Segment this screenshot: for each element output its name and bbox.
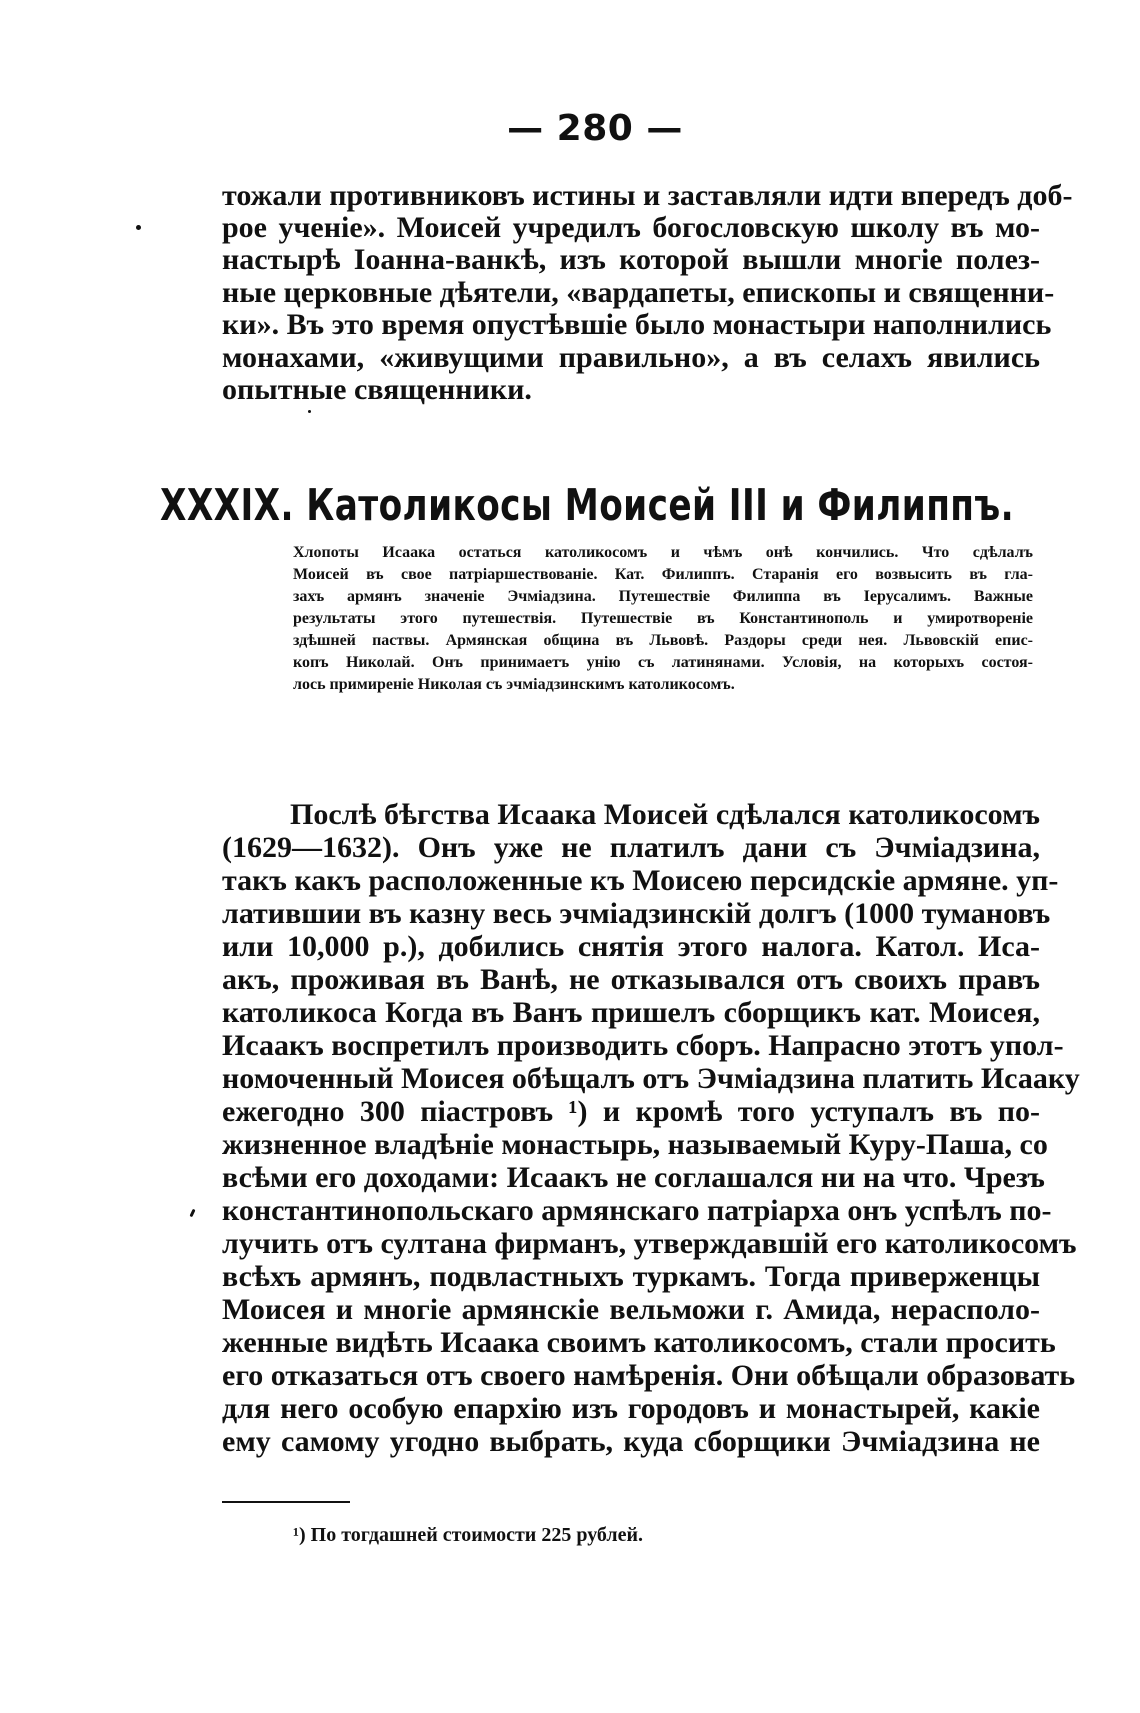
text-line: опытные священники. [222, 373, 532, 406]
scan-speck [136, 225, 141, 230]
summary-line: копъ Николай. Онъ принимаетъ унію съ латинянами. Условія, на которыхъ состоя- [293, 654, 1033, 671]
chapter-title: XXXIX. Католикосы Моисей III и Филиппъ. [159, 480, 1015, 531]
text-line: тожали противниковъ истины и заставляли идти впередъ доб- [222, 179, 1073, 212]
body-line: латившии въ казну весь эчміадзинскій долгъ (1000 тумановъ [222, 897, 1051, 930]
text-line: ки». Въ это время опустѣвшіе было монастыри наполнились [222, 308, 1052, 341]
body-line: католикоса Когда въ Ванъ пришелъ сборщикъ кат. Моисея, [222, 996, 1040, 1029]
body-line: для него особую епархію изъ городовъ и монастырей, какіе [222, 1392, 1040, 1425]
body-line: константинопольскаго армянскаго патріарха онъ успѣлъ по- [222, 1194, 1052, 1227]
body-line: номоченный Моисея обѣщалъ отъ Эчміадзина платить Исааку [222, 1062, 1080, 1095]
footnote: ¹) По тогдашней стоимости 225 рублей. [293, 1524, 644, 1546]
body-line: такъ какъ расположенные къ Моисею персидскіе армяне. уп- [222, 864, 1059, 897]
summary-line: Моисей въ свое патріаршествованіе. Кат. Филиппъ. Старанія его возвысить въ гла- [293, 566, 1033, 583]
body-line: жизненное владѣніе монастырь, называемый Куру-Паша, со [222, 1128, 1048, 1161]
footnote-divider [222, 1501, 350, 1503]
body-line: или 10,000 р.), добились снятія этого налога. Катол. Иса- [222, 930, 1040, 963]
text-line: настырѣ Іоанна-ванкѣ, изъ которой вышли многіе полез- [222, 243, 1040, 276]
text-line: монахами, «живущими правильно», а въ селахъ явились [222, 341, 1040, 374]
scan-speck [189, 1209, 195, 1218]
body-line: всѣхъ армянъ, подвластныхъ туркамъ. Тогда приверженцы [222, 1260, 1040, 1293]
body-line: женные видѣть Исаака своимъ католикосомъ, стали просить [222, 1326, 1056, 1359]
body-line: Исаакъ воспретилъ производить сборъ. Напрасно этотъ упол- [222, 1029, 1064, 1062]
body-line: акъ, проживая въ Ванѣ, не отказывался отъ своихъ правъ [222, 963, 1040, 996]
summary-line: здѣшней паствы. Армянская община въ Львовѣ. Раздоры среди нея. Львовскій епис- [293, 632, 1033, 649]
body-line: всѣми его доходами: Исаакъ не соглашался ни на что. Чрезъ [222, 1161, 1045, 1194]
scan-speck [308, 410, 311, 413]
body-line: ему самому угодно выбрать, куда сборщики Эчміадзина не [222, 1425, 1040, 1458]
body-line: ежегодно 300 піастровъ ¹) и кромѣ того уступалъ въ по- [222, 1095, 1040, 1128]
body-line: Послѣ бѣгства Исаака Моисей сдѣлался католикосомъ [290, 798, 1040, 831]
summary-line: лось примиреніе Николая съ эчміадзинскимъ католикосомъ. [293, 676, 735, 693]
text-line: рое ученіе». Моисей учредилъ богословскую школу въ мо- [222, 211, 1040, 244]
body-line: Моисея и многіе армянскіе вельможи г. Амида, нерасполо- [222, 1293, 1040, 1326]
text-line: ные церковные дѣятели, «вардапеты, епископы и священни- [222, 276, 1055, 309]
summary-line: Хлопоты Исаака остаться католикосомъ и чѣмъ онѣ кончились. Что сдѣлалъ [293, 544, 1033, 561]
summary-line: результаты этого путешествія. Путешествіе въ Константинополь и умиротвореніе [293, 610, 1033, 627]
body-line: его отказаться отъ своего намѣренія. Они обѣщали образовать [222, 1359, 1076, 1392]
page-number: — 280 — [507, 108, 683, 149]
body-line: лучить отъ султана фирманъ, утверждавшій его католикосомъ [222, 1227, 1077, 1260]
body-line: (1629—1632). Онъ уже не платилъ дани съ Эчміадзина, [222, 831, 1040, 864]
summary-line: захъ армянъ значеніе Эчміадзина. Путешествіе Филиппа въ Іерусалимъ. Важные [293, 588, 1033, 605]
